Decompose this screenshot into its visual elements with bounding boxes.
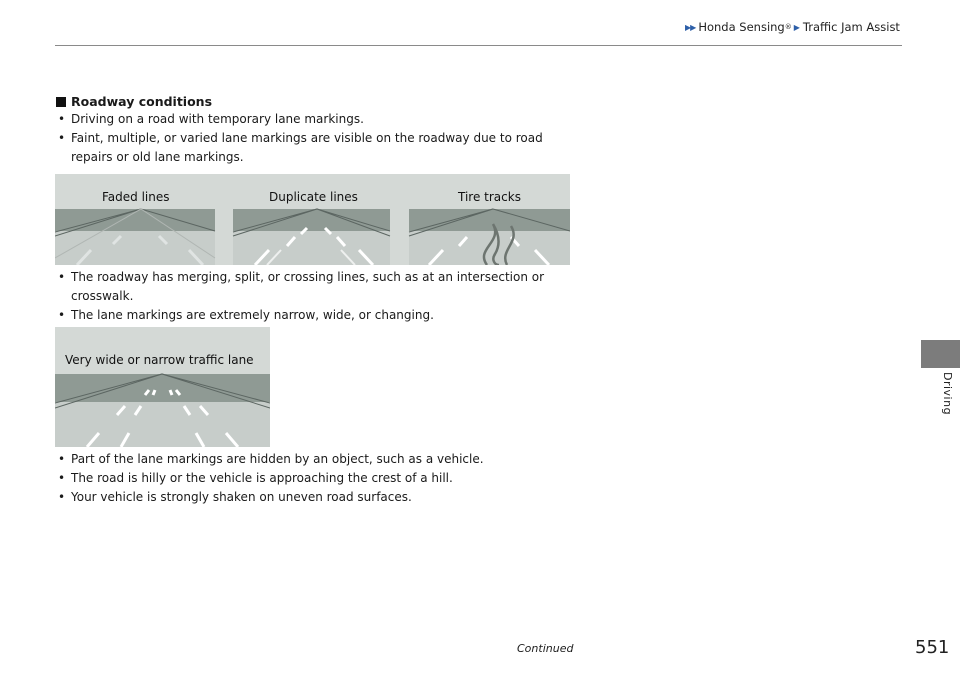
figure-caption-faded-lines: Faded lines bbox=[102, 190, 170, 204]
lane-width-figure bbox=[55, 327, 270, 447]
registered-mark: ® bbox=[784, 23, 792, 31]
section-heading-text: Roadway conditions bbox=[71, 94, 213, 109]
header-divider bbox=[55, 45, 902, 46]
bullet-dot-icon: • bbox=[58, 452, 66, 466]
bullet-dot-icon: • bbox=[58, 112, 66, 126]
list-item: • Faint, multiple, or varied lane markings are visible on the roadway due to road repairs or old lane markings. bbox=[58, 131, 543, 164]
page-number: 551 bbox=[915, 637, 950, 658]
lane-width-illustration bbox=[55, 327, 270, 447]
bullet-dot-icon: • bbox=[58, 490, 66, 504]
breadcrumb bbox=[685, 20, 900, 34]
bullet-dot-icon: • bbox=[58, 308, 66, 322]
faded-lines-panel bbox=[55, 209, 215, 265]
list-item: • The road is hilly or the vehicle is approaching the crest of a hill. bbox=[58, 469, 578, 488]
list-item: • Driving on a road with temporary lane markings. bbox=[58, 110, 578, 129]
duplicate-lines-panel bbox=[233, 209, 390, 265]
bullet-dot-icon: • bbox=[58, 471, 66, 485]
section-heading bbox=[56, 94, 212, 109]
figure-caption-tire-tracks: Tire tracks bbox=[458, 190, 521, 204]
list-item: • Part of the lane markings are hidden by an object, such as a vehicle. bbox=[58, 450, 578, 469]
bullet-dot-icon: • bbox=[58, 131, 66, 145]
lane-markings-figure bbox=[55, 174, 570, 265]
lane-markings-illustration bbox=[55, 174, 570, 265]
breadcrumb-item-honda-sensing[interactable]: Honda Sensing bbox=[698, 20, 785, 34]
chapter-label: Driving bbox=[941, 372, 954, 416]
square-bullet-icon bbox=[56, 97, 66, 107]
figure-caption-duplicate-lines: Duplicate lines bbox=[269, 190, 358, 204]
list-item: • Your vehicle is strongly shaken on uneven road surfaces. bbox=[58, 488, 578, 507]
list-item: • The lane markings are extremely narrow, wide, or changing. bbox=[58, 306, 578, 325]
figure-caption-lane-width: Very wide or narrow traffic lane bbox=[65, 353, 254, 367]
bullet-dot-icon: • bbox=[58, 270, 66, 284]
breadcrumb-item-traffic-jam-assist[interactable]: Traffic Jam Assist bbox=[802, 20, 900, 34]
chapter-tab[interactable] bbox=[921, 340, 960, 368]
list-item: • The roadway has merging, split, or crossing lines, such as at an intersection or crosswalk. bbox=[58, 270, 545, 303]
double-arrow-icon: ▶▶ bbox=[685, 22, 696, 32]
continued-label: Continued bbox=[517, 642, 574, 655]
tire-tracks-panel bbox=[409, 209, 570, 265]
arrow-icon: ▶ bbox=[793, 22, 800, 32]
